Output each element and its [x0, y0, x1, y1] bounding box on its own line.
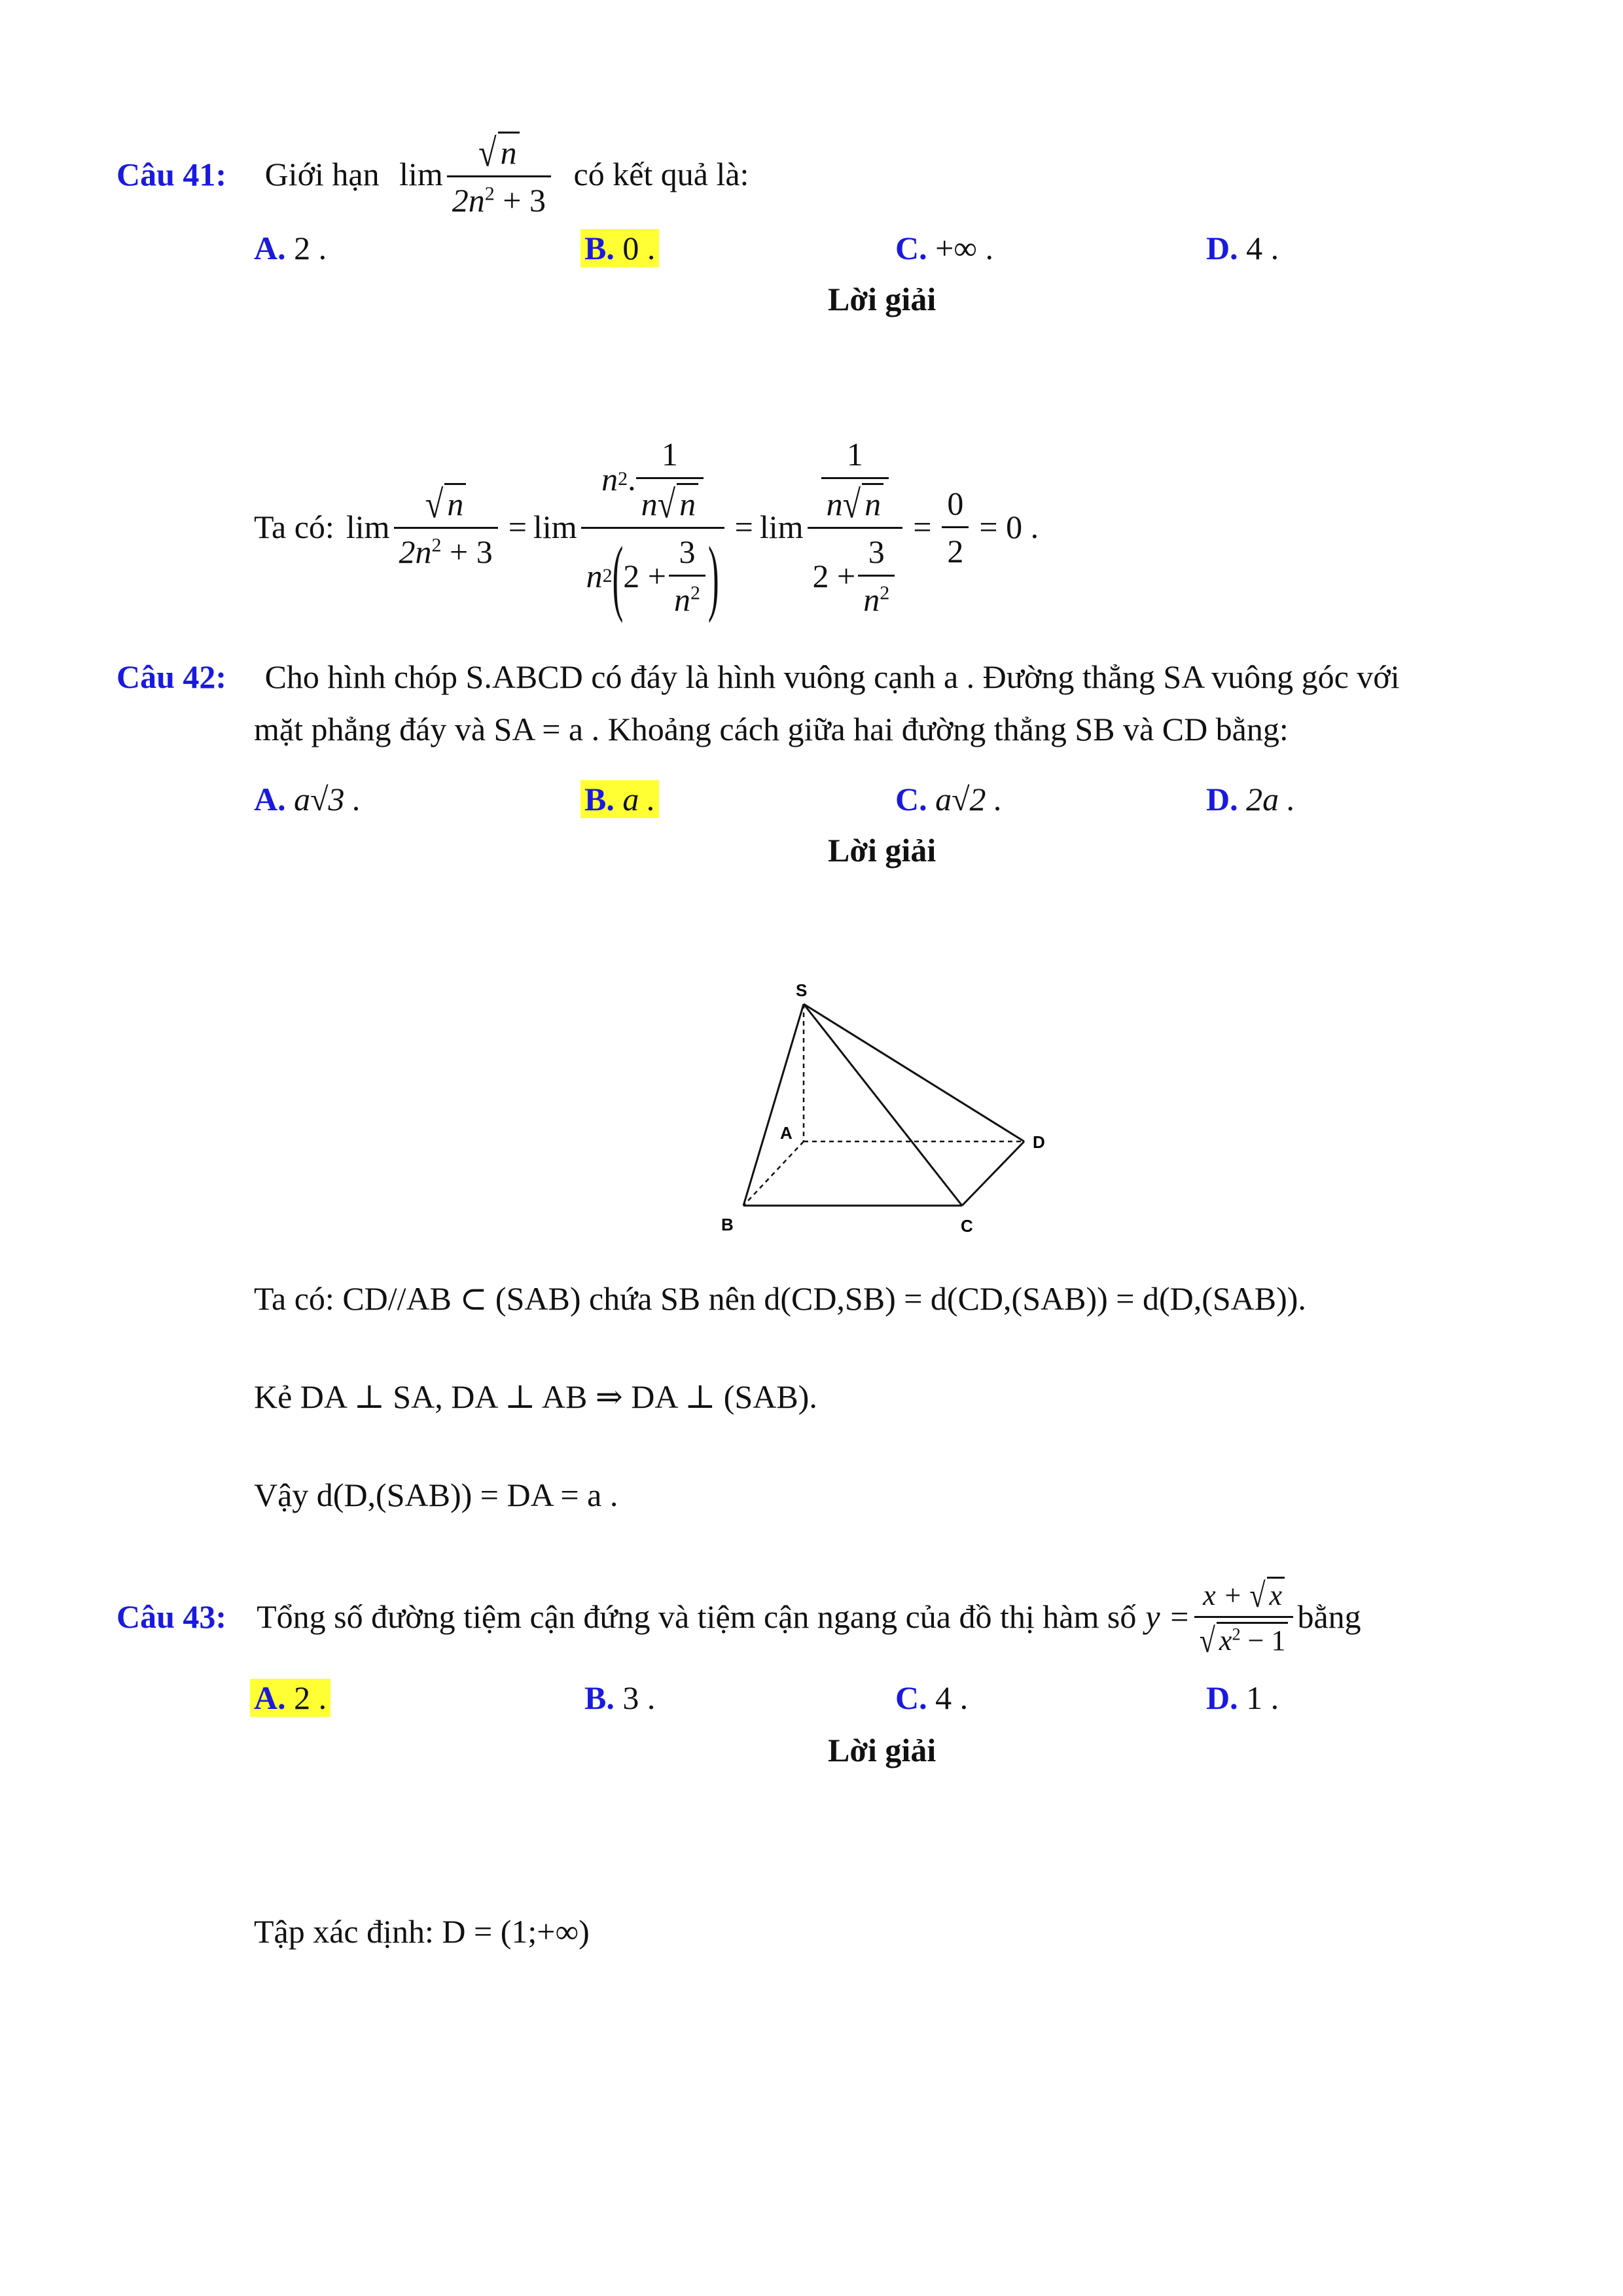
- q42-sol3: Vậy d(D,(SAB)) = DA = a .: [254, 1477, 618, 1513]
- q42-sol1: Ta có: CD//AB ⊂ (SAB) chứa SB nên d(CD,SB) = d(CD,(SAB)) = d(D,(SAB)).: [254, 1280, 1306, 1317]
- q41-option-b[interactable]: B. 0 .: [580, 229, 659, 267]
- q41-suffix: có kết quả là:: [573, 156, 749, 193]
- q41-option-a[interactable]: A. 2 .: [254, 230, 327, 266]
- q41-sol-prefix: Ta có:: [254, 509, 334, 545]
- q42-option-d[interactable]: D. 2a .: [1206, 781, 1296, 817]
- q43-stem-text: Tổng số đường tiệm cận đứng và tiệm cận ngang của đồ thị hàm số: [257, 1598, 1137, 1635]
- q43-domain: Tập xác định: D = (1;+∞): [254, 1913, 590, 1950]
- q42-stem-line2: mặt phẳng đáy và SA = a . Khoảng cách giữa hai đường thẳng SB và CD bằng:: [254, 711, 1289, 747]
- q42-stem-line1: Câu 42: Cho hình chóp S.ABCD có đáy là hình vuông cạnh a . Đường thẳng SA vuông góc với: [116, 658, 1400, 695]
- q41-num: n: [498, 132, 520, 171]
- q42-sol2: Kẻ DA ⊥ SA, DA ⊥ AB ⇒ DA ⊥ (SAB).: [254, 1378, 817, 1415]
- q41-den-b: + 3: [494, 182, 546, 219]
- edge-sc: [804, 1004, 962, 1206]
- q43-stem: [116, 1575, 1361, 1660]
- q42-option-a[interactable]: A. a√3 .: [254, 781, 361, 817]
- q43-label: Câu 43:: [116, 1598, 227, 1635]
- q41-heading: Lời giải: [828, 281, 936, 317]
- q41-option-c[interactable]: C. +∞ .: [895, 230, 993, 266]
- label-d: D: [1033, 1132, 1045, 1152]
- pyramid-figure: [707, 975, 1060, 1237]
- q43-option-b[interactable]: B. 3 .: [584, 1679, 656, 1716]
- label-c: C: [961, 1216, 973, 1236]
- q41-stem: [116, 130, 749, 222]
- q41-solution: Ta có: lim $\frac{√ n}{2n^2 + 3}$ = lim n 2 . $\frac{1}{n√ n}$ n 2 ( 2 + $\frac{3}{n^2}$ ) = lim $\frac{1}{n√ n}$ 2 + $\frac{3}{n^2}$ = $\frac{0}{2}$ = 0 .: [254, 436, 1039, 624]
- q41-option-d[interactable]: D. 4 .: [1206, 230, 1279, 266]
- q43-option-c[interactable]: C. 4 .: [895, 1679, 969, 1716]
- q42-label: Câu 42:: [116, 658, 227, 695]
- q41-lim: lim: [399, 156, 443, 193]
- q43-suffix: bằng: [1297, 1598, 1361, 1635]
- label-a: A: [780, 1123, 793, 1143]
- q41-den-a: 2n: [452, 182, 485, 219]
- q43-heading: Lời giải: [828, 1732, 936, 1768]
- q42-option-b[interactable]: B. a .: [580, 780, 659, 818]
- q41-label: Câu 41:: [116, 156, 227, 193]
- edge-sb: [743, 1004, 804, 1206]
- edge-sd: [804, 1004, 1024, 1141]
- edge-cd: [962, 1141, 1024, 1206]
- label-b: B: [721, 1215, 734, 1234]
- q43-option-a[interactable]: A. 2 .: [250, 1679, 330, 1717]
- q41-fraction: $\frac{√ n}{2n^2 + 3}$: [447, 132, 551, 219]
- q42-heading: Lời giải: [828, 832, 936, 869]
- q43-fraction: $\frac{x + √ x}{√ x^2 - 1}$: [1194, 1577, 1294, 1657]
- q41-sol-end: = 0 .: [979, 509, 1039, 545]
- q42-option-c[interactable]: C. a√2 .: [895, 781, 1003, 817]
- q43-y-eq: y =: [1145, 1598, 1190, 1635]
- label-s: S: [796, 980, 808, 1000]
- q41-prefix: Giới hạn: [264, 156, 380, 193]
- q43-option-d[interactable]: D. 1 .: [1206, 1679, 1279, 1716]
